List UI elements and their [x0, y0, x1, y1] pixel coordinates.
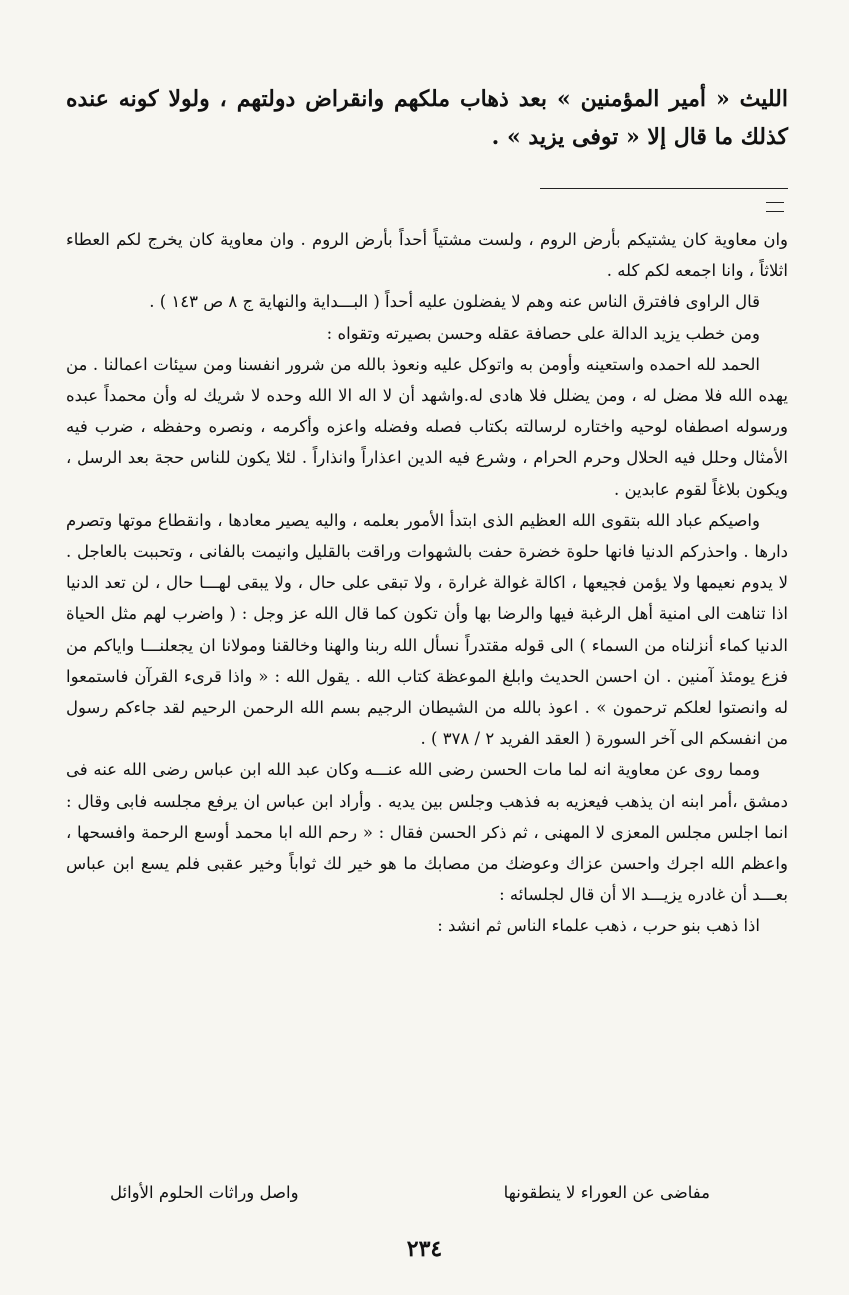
footnote-paragraph: اذا ذهب بنو حرب ، ذهب علماء الناس ثم انشد : — [437, 916, 760, 936]
footnote-paragraph: ومما روى عن معاوية انه لما مات الحسن رضى الله عنـــه وكان عبد الله ابن عباس رضى الله عنه فى دمشق ،أمر ابنه ان يذهب فيعزيه به فذهب وجلس بين يديه . وأراد ابن عباس ان يرفع مجلسه فابى وقال : انما اجلس مجلس المعزى لا المهنى ، ثم ذكر الحسن فقال : « رحم الله ابا محمد أوسع الرحمة وافسحها ، واعظم الله اجرك واحسن عزاك وعوضك من مصابك ما هو خير لك ثواباً وخير عقبى فلم يسع ابن عباس بعـــد أن غادره يزيـــد الا أن قال لجلسائه : — [66, 760, 788, 905]
footnote-continuation-mark — [766, 202, 784, 212]
footnote-block — [66, 224, 788, 942]
page-number: ٢٣٤ — [406, 1236, 443, 1262]
footnote-paragraph: ومن خطب يزيد الدالة على حصافة عقله وحسن بصيرته وتقواه : — [326, 323, 760, 343]
verse-first-hemistich: مفاضى عن العوراء لا ينطقونها — [503, 1183, 710, 1202]
verse-second-hemistich: واصل وراثات الحلوم الأوائل — [110, 1183, 299, 1202]
footnote-paragraph: قال الراوى فافترق الناس عنه وهم لا يفضلون عليه أحداً ( البـــداية والنهاية ج ٨ ص ١٤٣ ) . — [149, 292, 760, 312]
poem-verse — [110, 1178, 710, 1208]
footnote-paragraph: الحمد لله احمده واستعينه وأومن به واتوكل عليه ونعوذ بالله من شرور انفسنا ومن سيئات اعمالنا . من يهده الله فلا مضل له ، ومن يضلل فلا هادى له.واشهد أن لا اله الا الله وحده لا شريك له وأن محمداً عبده ورسوله اصطفاه لوحيه واختاره لرسالته بكتاب فصله وفضله واعزه وأكرمه ، ونصره وحفظه ، ضرب فيه الأمثال وحلل فيه الحلال وحرم الحرام ، وشرع فيه الدين اعذاراً وانذاراً . لئلا يكون للناس حجة بعد الرسل ، ويكون بلاغاً لقوم عابدين . — [66, 354, 788, 499]
main-paragraph: الليث « أمير المؤمنين » بعد ذهاب ملكهم وانقراض دولتهم ، ولولا كونه عنده كذلك ما قال إلا « توفى يزيد » . — [66, 86, 788, 150]
footnote-paragraph: وان معاوية كان يشتيكم بأرض الروم ، ولست مشتياً أحداً بأرض الروم . وان معاوية كان يخرج لكم العطاء اثلاثاً ، وانا اجمعه لكم كله . — [66, 230, 788, 281]
footnote-separator-rule — [540, 188, 788, 189]
footnote-paragraph: واصيكم عباد الله بتقوى الله العظيم الذى ابتدأ الأمور بعلمه ، واليه يصير معادها ، وانقطاع موتها وتصرم دارها . واحذركم الدنيا فانها حلوة خضرة حفت بالشهوات وراقت بالقليل وانيمت بالفانى ، وتحببت بالعاجل . لا يدوم نعيمها ولا يؤمن فجيعها ، اكالة غوالة غرارة ، ولا تبقى على حال ، ولا يبقى لهـــا حال ، لن تعد الدنيا اذا تناهت الى امنية أهل الرغبة فيها والرضا بها وأن تكون كما قال الله عز وجل : ( واضرب لهم مثل الحياة الدنيا كماء أنزلناه من السماء ) الى قوله مقتدراً نسأل الله ربنا والهنا وخالقنا ومولانا ان يجعلنـــا واياكم من فزع يومئذ آمنين . ان احسن الحديث وابلغ الموعظة كتاب الله . يقول الله : « واذا قرىء القرآن فاستمعوا له وانصتوا لعلكم ترحمون » . اعوذ بالله من الشيطان الرجيم بسم الله الرحمن الرحيم لقد جاءكم رسول من انفسكم الى آخر السورة ( العقد الفريد ٢ / ٣٧٨ ) . — [66, 510, 788, 749]
